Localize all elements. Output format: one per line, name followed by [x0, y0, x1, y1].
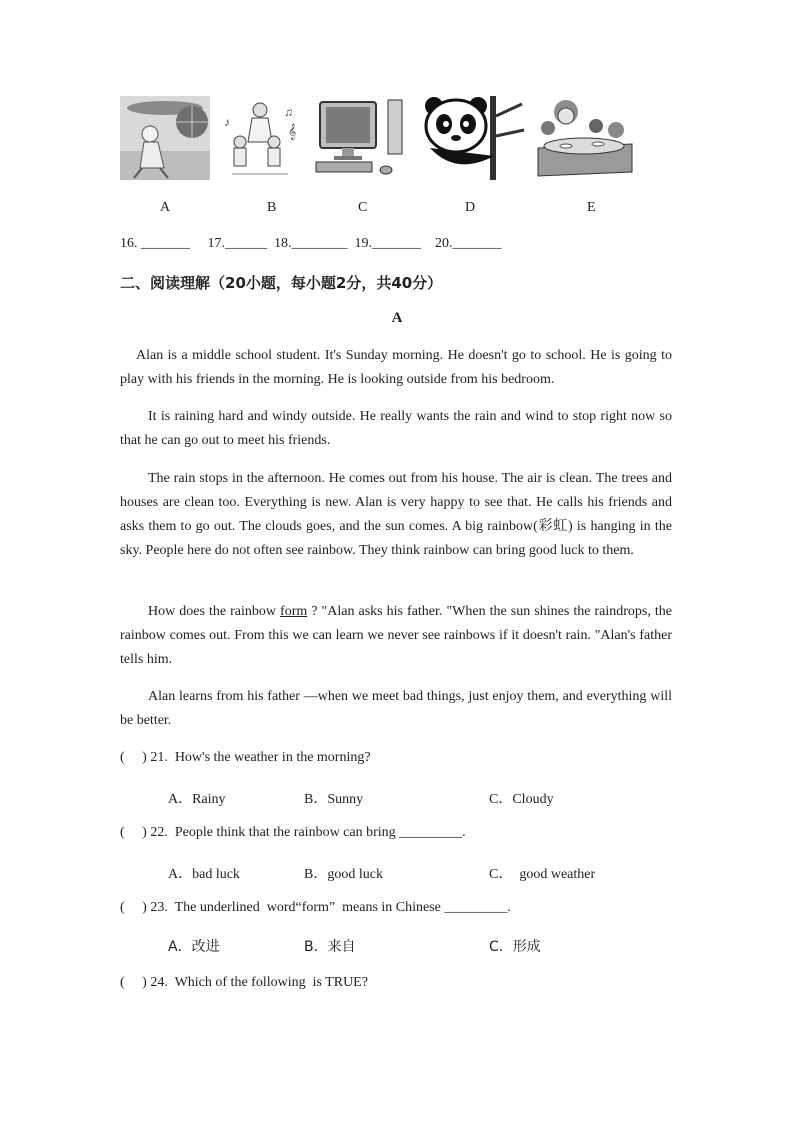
svg-text:♫: ♫ [284, 105, 293, 119]
passage-title: A [391, 310, 403, 326]
question-22-option-c: C． good weather [489, 867, 596, 882]
passage-paragraph-2: It is raining hard and windy outside. He really wants the rain and wind to stop right now so that he can go out to meet his friends. [120, 409, 672, 448]
passage-paragraph-5: Alan learns from his father —when we meet bad things, just enjoy them, and everything will be better. [120, 689, 672, 728]
picture-label-c: C [358, 200, 368, 215]
section-title: 二、阅读理解（20小题，每小题2分，共40分） [120, 274, 443, 292]
underlined-word-form: form [280, 604, 308, 619]
picture-c-computer [314, 96, 406, 180]
question-23-option-a: A．改进 [168, 939, 220, 955]
question-23-option-c: C．形成 [489, 939, 541, 955]
question-22: ( ) 22. People think that the rainbow can bring _________. [120, 825, 466, 840]
picture-label-b: B [267, 200, 277, 215]
picture-label-e: E [587, 200, 596, 215]
question-21: ( ) 21. How's the weather in the morning? [120, 750, 371, 765]
question-22-option-b: B．good luck [304, 867, 383, 882]
question-24: ( ) 24. Which of the following is TRUE? [120, 975, 368, 990]
picture-label-d: D [465, 200, 476, 215]
passage-paragraph-1: Alan is a middle school student. It's Sunday morning. He doesn't go to school. He is going to play with his friends in the morning. He is looking outside from his bedroom. [120, 348, 672, 387]
question-22-option-a: A．bad luck [168, 867, 240, 882]
p4-text-before: How does the rainbow [148, 604, 281, 619]
picture-a-astronaut-ufo [120, 96, 210, 180]
svg-text:𝄞: 𝄞 [288, 125, 297, 140]
picture-label-a: A [160, 200, 171, 215]
passage-paragraph-3: The rain stops in the afternoon. He comes out from his house. The air is clean. The trees and houses are clean too. Everything is new. Alan is very happy to see that. He calls his friends and asks them to go out. The clouds goes, and the sun comes. A big rainbow(彩虹) is hanging in the sky. People here do not often see rainbow. They think rainbow can bring good luck to them. [120, 471, 672, 558]
question-23-option-b: B．来自 [304, 939, 356, 955]
p4-text-after: ? "Alan asks his father. "When the sun shines the raindrops, the rainbow comes out. From this we can learn we never see rainbows if it doesn't rain. "Alan's father tells him. [120, 604, 672, 667]
question-21-option-a: A．Rainy [168, 792, 226, 807]
picture-d-panda [420, 96, 526, 180]
question-21-option-c: C．Cloudy [489, 792, 554, 807]
question-23: ( ) 23. The underlined word“form” means in Chinese _________. [120, 900, 511, 915]
answer-blanks-16-20: 16. _______ 17.______ 18.________ 19._______ 20._______ [120, 236, 502, 251]
question-21-option-b: B．Sunny [304, 792, 364, 807]
passage-paragraph-4 [120, 600, 672, 672]
picture-e-family-dinner [536, 96, 634, 180]
svg-text:♪: ♪ [224, 115, 230, 129]
picture-b-singing-family [218, 96, 302, 180]
